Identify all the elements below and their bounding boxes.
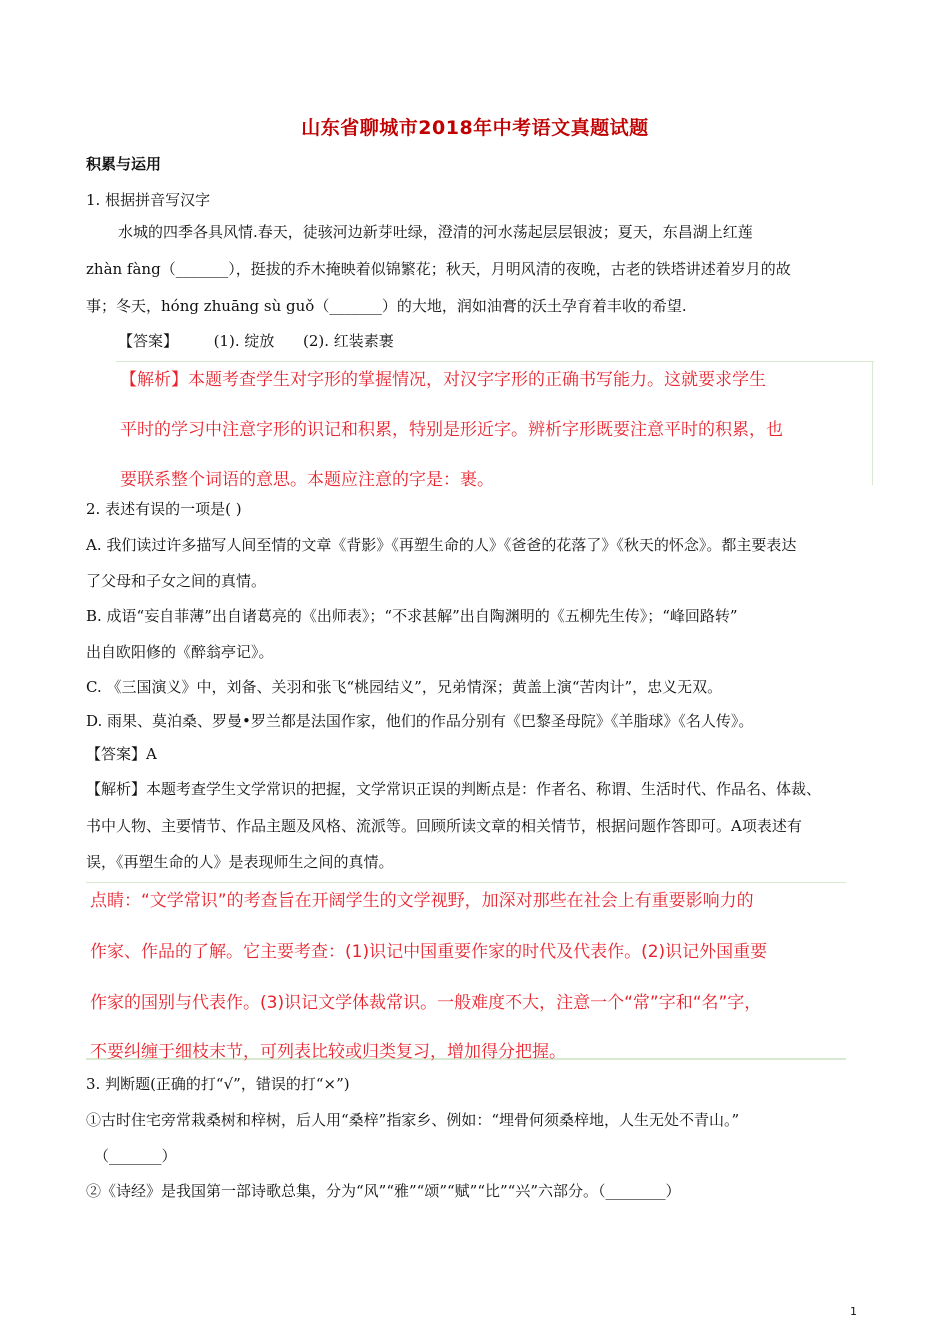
box-top-rule bbox=[116, 361, 874, 362]
analysis-label: 【解析】 bbox=[86, 780, 147, 798]
q2-dianjing-block bbox=[88, 882, 842, 1060]
q3-stem: 3. 判断题(正确的打“√”，错误的打“×”) bbox=[86, 1075, 350, 1093]
q2-stem: 2. 表述有误的一项是( ) bbox=[86, 500, 242, 518]
q3-item-1: ①古时住宅旁常栽桑树和梓树，后人用“桑梓”指家乡、例如：“埋骨何须桑梓地，人生无处不青山。” bbox=[86, 1111, 740, 1129]
q2-option-a-cont: 了父母和子女之间的真情。 bbox=[86, 572, 267, 590]
answer-text: (1). 绽放 (2). 红装素裹 bbox=[213, 332, 394, 350]
q1-text-line: 事；冬天，hóng zhuāng sù guǒ（_______）的大地，润如油膏的沃土孕育着丰收的希望. bbox=[86, 297, 687, 315]
dianjing-line: 不要纠缠于细枝末节，可列表比较或归类复习，增加得分把握。 bbox=[90, 1042, 566, 1062]
q2-option-b-cont: 出自欧阳修的《醉翁亭记》。 bbox=[86, 643, 274, 661]
analysis-text: 本题考查学生文学常识的把握，文学常识正误的判断点是：作者名、称谓、生活时代、作品名、体裁、 bbox=[146, 780, 822, 798]
answer-text: A bbox=[146, 745, 157, 763]
section-heading: 积累与运用 bbox=[86, 155, 162, 173]
box-top-rule bbox=[86, 882, 846, 883]
dianjing-line: 点睛：“文学常识”的考查旨在开阔学生的文学视野，加深对那些在社会上有重要影响力的 bbox=[90, 891, 754, 911]
q2-analysis-line bbox=[86, 779, 821, 799]
answer-label: 【答案】 bbox=[118, 332, 179, 350]
q2-option-b: B. 成语“妄自菲薄”出自诸葛亮的《出师表》；“不求甚解”出自陶渊明的《五柳先生传》；“峰回路转” bbox=[86, 607, 738, 625]
q1-answer bbox=[118, 331, 394, 351]
q1-stem: 1. 根据拼音写汉字 bbox=[86, 191, 211, 209]
page-title: 山东省聊城市2018年中考语文真题试题 bbox=[301, 117, 649, 139]
q2-analysis-line: 书中人物、主要情节、作品主题及风格、流派等。回顾所读文章的相关情节，根据问题作答即可。A项表述有 bbox=[86, 817, 802, 835]
dianjing-line: 作家、作品的了解。它主要考查：(1)识记中国重要作家的时代及代表作。(2)识记外国重要 bbox=[90, 942, 768, 962]
answer-label: 【答案】 bbox=[86, 745, 147, 763]
q1-analysis-line: 平时的学习中注意字形的识记和积累，特别是形近字。辨析字形既要注意平时的积累，也 bbox=[120, 420, 783, 440]
q2-option-d: D. 雨果、莫泊桑、罗曼•罗兰都是法国作家，他们的作品分别有《巴黎圣母院》《羊脂球》《名人传》。 bbox=[86, 712, 754, 730]
q1-text-line: 水城的四季各具风情.春天，徒骇河边新芽吐绿，澄清的河水荡起层层银波；夏天，东昌湖上红莲 bbox=[118, 223, 753, 241]
q3-item-2: ②《诗经》是我国第一部诗歌总集，分为“风”“雅”“颂”“赋”“比”“兴”六部分。（________） bbox=[86, 1182, 681, 1200]
q1-text-line: zhàn fàng（_______），挺拔的乔木掩映着似锦繁花；秋天，月明风清的夜晚，古老的铁塔讲述着岁月的故 bbox=[86, 260, 791, 278]
q2-answer bbox=[86, 744, 157, 764]
q3-item-1-blank: （_______） bbox=[94, 1147, 177, 1165]
q1-analysis-line: 要联系整个词语的意思。本题应注意的字是：裹。 bbox=[120, 470, 494, 490]
q2-option-a: A. 我们读过许多描写人间至情的文章《背影》《再塑生命的人》《爸爸的花落了》《秋天的怀念》。都主要表达 bbox=[86, 536, 797, 554]
q2-option-c: C. 《三国演义》中，刘备、关羽和张飞“桃园结义”，兄弟情深；黄盖上演“苦肉计”，忠义无双。 bbox=[86, 678, 723, 696]
page-number: 1 bbox=[850, 1305, 857, 1318]
q1-analysis-line: 【解析】本题考查学生对字形的掌握情况，对汉字字形的正确书写能力。这就要求学生 bbox=[120, 370, 766, 390]
box-right-rule bbox=[872, 361, 873, 485]
q2-analysis-line: 误，《再塑生命的人》是表现师生之间的真情。 bbox=[86, 853, 394, 871]
q1-analysis-block bbox=[118, 361, 872, 490]
dianjing-line: 作家的国别与代表作。(3)识记文学体裁常识。一般难度不大，注意一个“常”字和“名”字， bbox=[90, 993, 762, 1013]
